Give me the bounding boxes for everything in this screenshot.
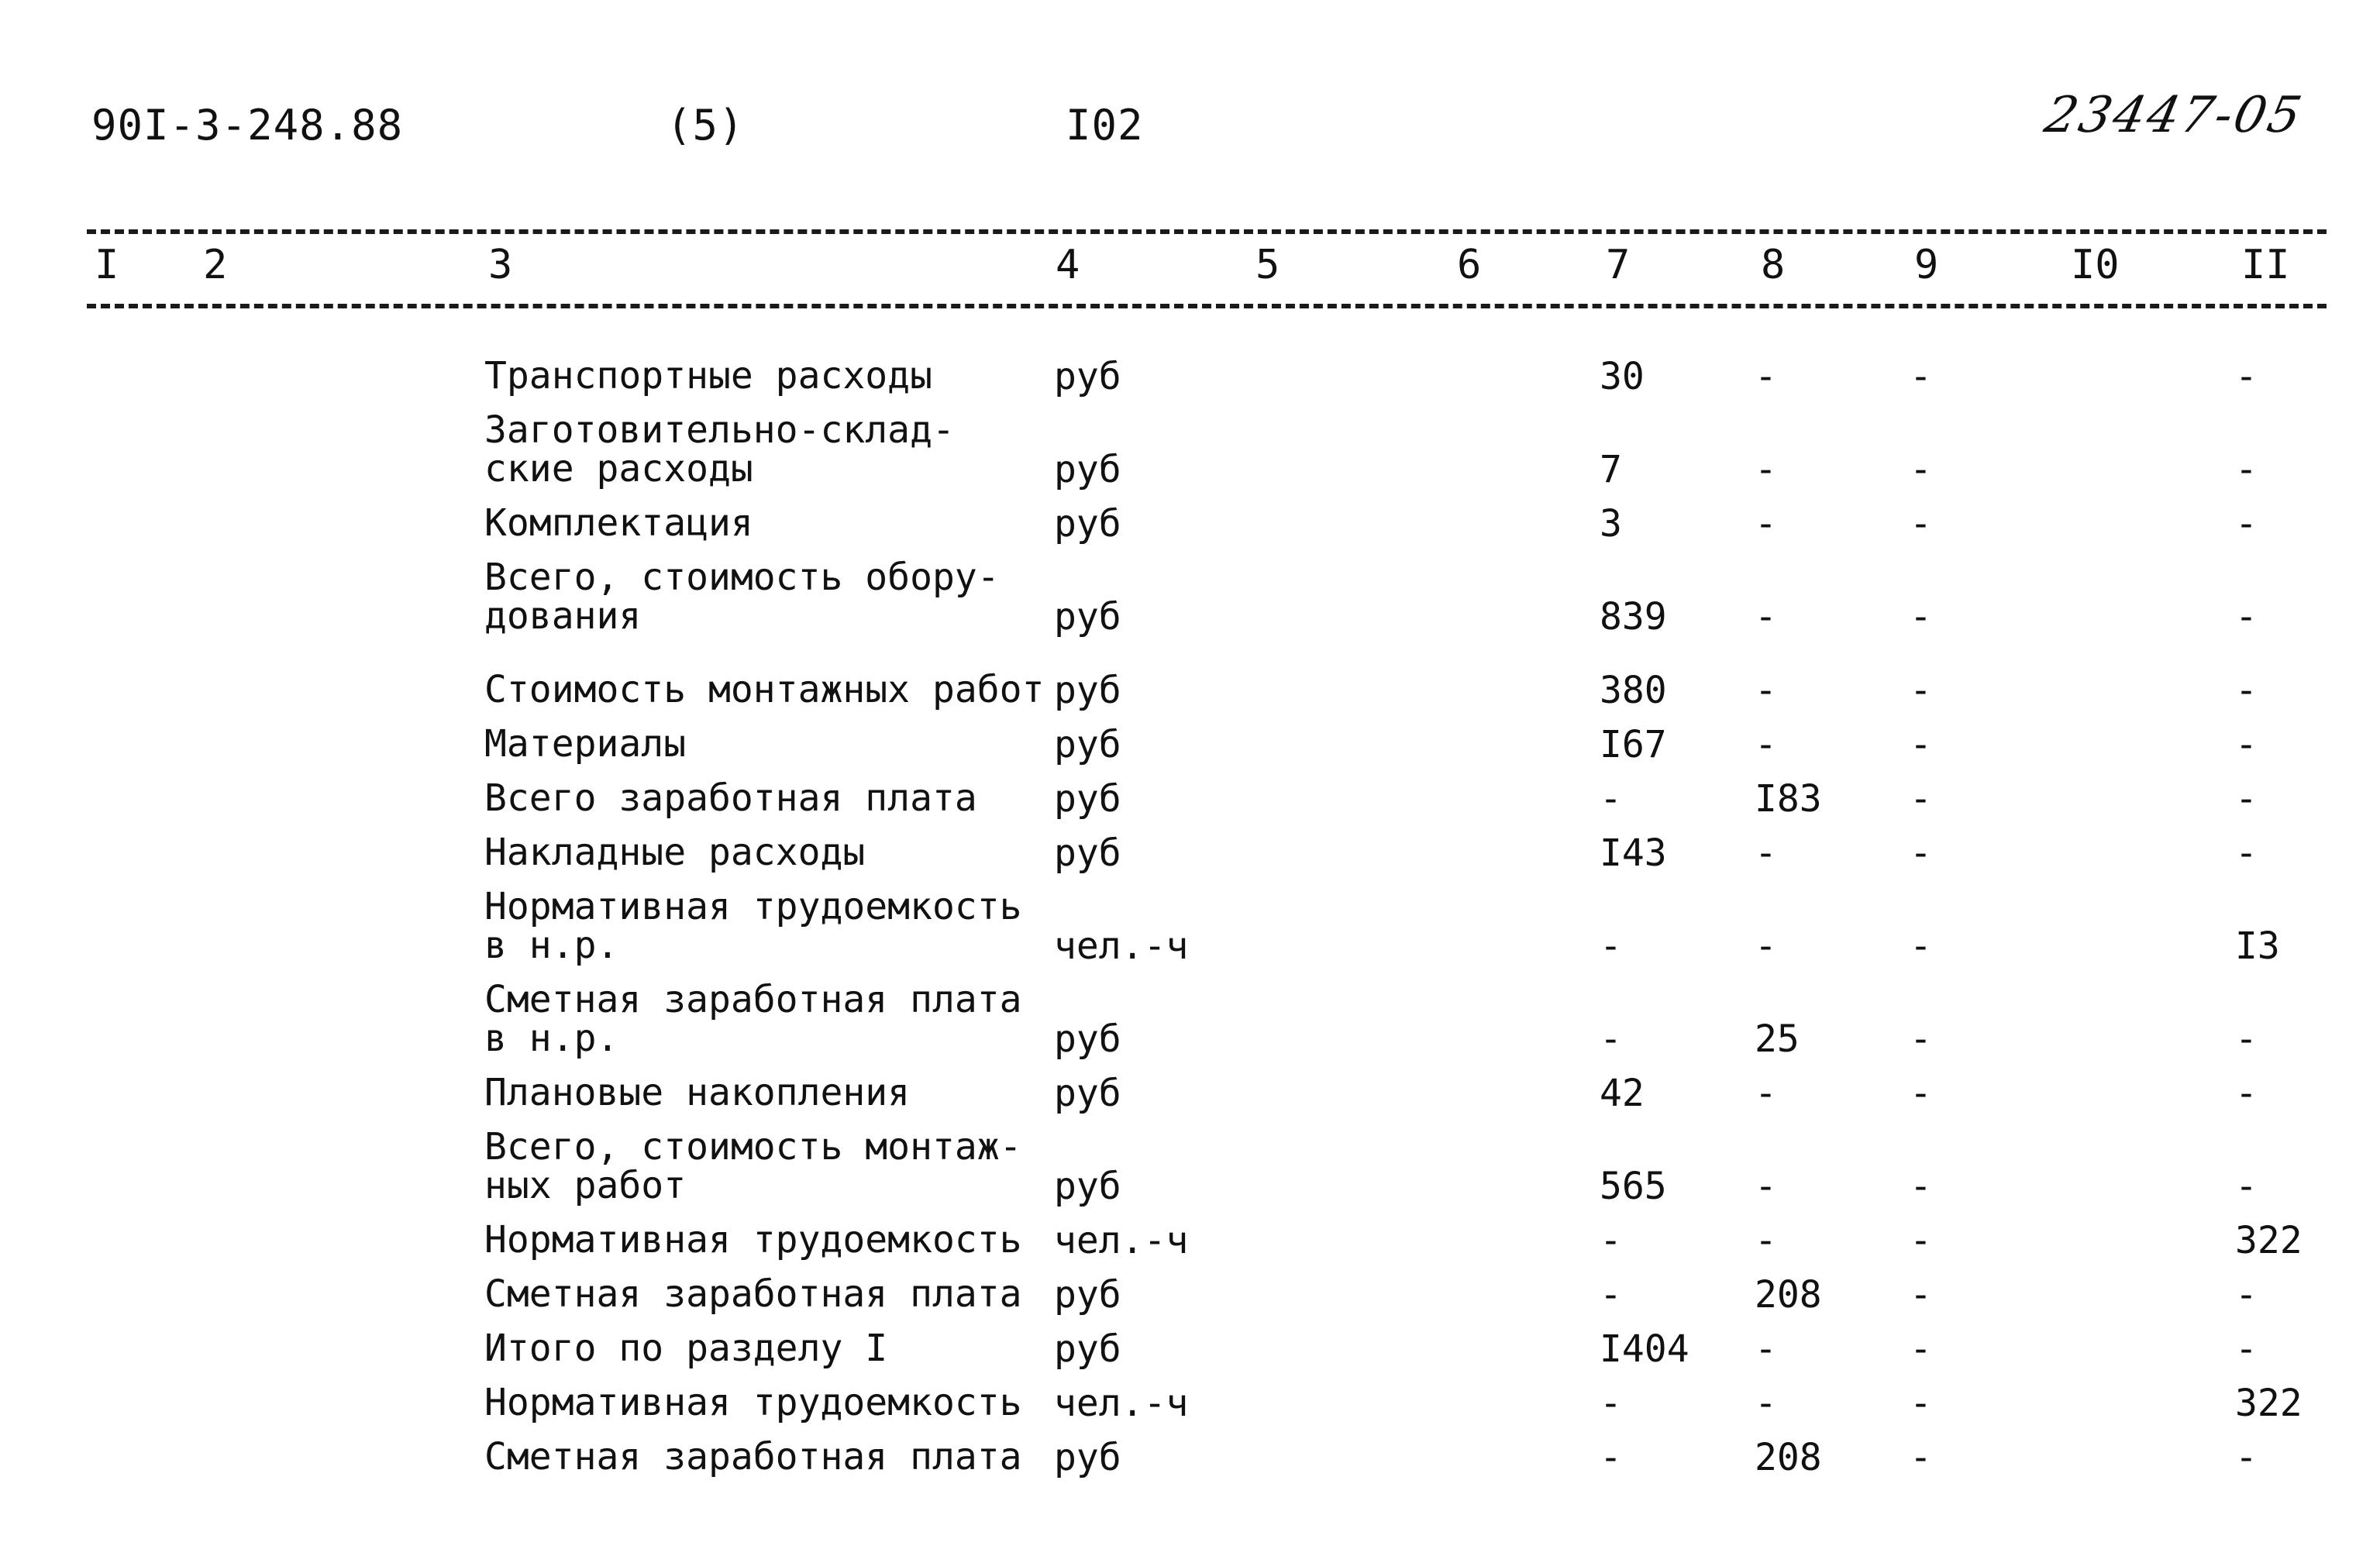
row-col7: 380	[1600, 669, 1667, 712]
row-col9: -	[1910, 924, 1932, 968]
row-col11: -	[2235, 1017, 2258, 1061]
row-col11: -	[2235, 723, 2258, 766]
row-col7: 42	[1600, 1072, 1645, 1115]
column-number-11: II	[2241, 242, 2290, 288]
row-col8: I83	[1755, 777, 1822, 821]
table-row	[0, 1313, 2380, 1371]
row-unit: руб	[1054, 448, 1121, 491]
row-col8: -	[1755, 669, 1777, 712]
row-col11: -	[2235, 448, 2258, 491]
table-row	[0, 1422, 2380, 1479]
row-name: Сметная заработная плата	[484, 1435, 1022, 1479]
row-col7: -	[1600, 1219, 1622, 1262]
row-name: Стоимость монтажных работ	[484, 668, 1045, 711]
row-col9: -	[1910, 355, 1932, 398]
row-col9: -	[1910, 831, 1932, 875]
row-col11: -	[2235, 1273, 2258, 1317]
row-col9: -	[1910, 1327, 1932, 1371]
row-col7: -	[1600, 924, 1622, 968]
column-number-4: 4	[1056, 242, 1080, 288]
row-col11: 322	[2235, 1219, 2303, 1262]
row-col11: -	[2235, 1327, 2258, 1371]
row-col9: -	[1910, 502, 1932, 546]
row-col9: -	[1910, 1165, 1932, 1208]
row-col11: -	[2235, 669, 2258, 712]
table-row	[0, 1368, 2380, 1425]
row-col7: -	[1600, 1382, 1622, 1425]
table-row	[0, 864, 2380, 968]
row-unit: чел.-ч	[1054, 1382, 1189, 1425]
row-col9: -	[1910, 1436, 1932, 1479]
row-unit: руб	[1054, 1017, 1121, 1061]
row-col9: -	[1910, 669, 1932, 712]
row-col11: -	[2235, 1165, 2258, 1208]
row-unit: руб	[1054, 1436, 1121, 1479]
row-col7: -	[1600, 1273, 1622, 1317]
row-col11: -	[2235, 1436, 2258, 1479]
table-row	[0, 387, 2380, 491]
header-rule-bottom	[87, 304, 2327, 308]
table-row	[0, 763, 2380, 821]
row-col11: -	[2235, 355, 2258, 398]
row-col7: -	[1600, 777, 1622, 821]
row-unit: руб	[1054, 355, 1121, 398]
row-name: Комплектация	[484, 501, 753, 545]
row-unit: руб	[1054, 1165, 1121, 1208]
row-unit: руб	[1054, 723, 1121, 766]
row-unit: руб	[1054, 1072, 1121, 1115]
table-row	[0, 957, 2380, 1061]
row-col8: -	[1755, 355, 1777, 398]
row-col8: -	[1755, 1327, 1777, 1371]
column-number-9: 9	[1914, 242, 1939, 288]
row-col7: -	[1600, 1436, 1622, 1479]
row-unit: руб	[1054, 831, 1121, 875]
column-number-1: I	[95, 242, 119, 288]
row-name: Всего заработная плата	[484, 776, 977, 820]
row-col8: -	[1755, 831, 1777, 875]
row-unit: руб	[1054, 777, 1121, 821]
column-number-8: 8	[1761, 242, 1786, 288]
row-name: Материалы	[484, 722, 687, 766]
row-col8: -	[1755, 1165, 1777, 1208]
row-col11: -	[2235, 831, 2258, 875]
column-number-2: 2	[203, 242, 228, 288]
table-row	[0, 1205, 2380, 1262]
row-col7: 839	[1600, 595, 1667, 639]
row-col11: -	[2235, 777, 2258, 821]
column-number-3: 3	[488, 242, 513, 288]
row-col9: -	[1910, 1017, 1932, 1061]
row-unit: руб	[1054, 669, 1121, 712]
row-col8: -	[1755, 448, 1777, 491]
row-col9: -	[1910, 1072, 1932, 1115]
row-col11: -	[2235, 502, 2258, 546]
table-row	[0, 655, 2380, 712]
row-col9: -	[1910, 1219, 1932, 1262]
row-unit: руб	[1054, 1327, 1121, 1371]
row-col7: I404	[1600, 1327, 1689, 1371]
row-col11: 322	[2235, 1382, 2303, 1425]
row-name: Накладные расходы	[484, 831, 866, 874]
row-col8: -	[1755, 1219, 1777, 1262]
row-col9: -	[1910, 777, 1932, 821]
row-col8: -	[1755, 595, 1777, 639]
row-name: Нормативная трудоемкость	[484, 1218, 1022, 1262]
row-col7: 30	[1600, 355, 1645, 398]
column-number-5: 5	[1255, 242, 1280, 288]
row-col7: 565	[1600, 1165, 1667, 1208]
row-name: Нормативная трудоемкость	[484, 1381, 1022, 1424]
row-col8: 25	[1755, 1017, 1800, 1061]
row-col7: I43	[1600, 831, 1667, 875]
row-name: Сметная заработная плата	[484, 1272, 1022, 1316]
row-name: Всего, стоимость монтаж- ных работ	[484, 1125, 1022, 1207]
row-col8: -	[1755, 502, 1777, 546]
header-rule-top	[87, 229, 2327, 234]
row-unit: руб	[1054, 1273, 1121, 1317]
sheet-number: (5)	[666, 101, 745, 150]
row-col8: -	[1755, 1072, 1777, 1115]
row-col8: -	[1755, 924, 1777, 968]
row-name: Нормативная трудоемкость в н.р.	[484, 885, 1022, 967]
archive-number: 23447-05	[2040, 87, 2309, 144]
table-row	[0, 709, 2380, 766]
table-row	[0, 1104, 2380, 1208]
row-col7: 3	[1600, 502, 1622, 546]
row-col8: 208	[1755, 1436, 1822, 1479]
row-name: Заготовительно-склад- ские расходы	[484, 408, 955, 491]
row-col8: 208	[1755, 1273, 1822, 1317]
row-col7: 7	[1600, 448, 1622, 491]
row-unit: чел.-ч	[1054, 924, 1189, 968]
row-col8: -	[1755, 723, 1777, 766]
row-col11: -	[2235, 595, 2258, 639]
row-name: Плановые накопления	[484, 1071, 911, 1114]
row-name: Всего, стоимость обору- дования	[484, 556, 1000, 638]
document-code: 90I-3-248.88	[91, 101, 404, 150]
row-name: Сметная заработная плата в н.р.	[484, 978, 1022, 1060]
row-col9: -	[1910, 723, 1932, 766]
row-col7: I67	[1600, 723, 1667, 766]
row-col9: -	[1910, 595, 1932, 639]
row-unit: руб	[1054, 502, 1121, 546]
row-col9: -	[1910, 1273, 1932, 1317]
row-name: Итого по разделу I	[484, 1327, 888, 1370]
row-col8: -	[1755, 1382, 1777, 1425]
table-row	[0, 1259, 2380, 1317]
column-number-6: 6	[1457, 242, 1482, 288]
row-col7: -	[1600, 1017, 1622, 1061]
row-col9: -	[1910, 448, 1932, 491]
row-name: Транспортные расходы	[484, 354, 932, 398]
row-col9: -	[1910, 1382, 1932, 1425]
table-row	[0, 535, 2380, 639]
column-number-10: I0	[2071, 242, 2120, 288]
page-number: I02	[1066, 101, 1144, 150]
row-unit: руб	[1054, 595, 1121, 639]
row-col11: I3	[2235, 924, 2280, 968]
row-col11: -	[2235, 1072, 2258, 1115]
column-number-7: 7	[1606, 242, 1631, 288]
row-unit: чел.-ч	[1054, 1219, 1189, 1262]
